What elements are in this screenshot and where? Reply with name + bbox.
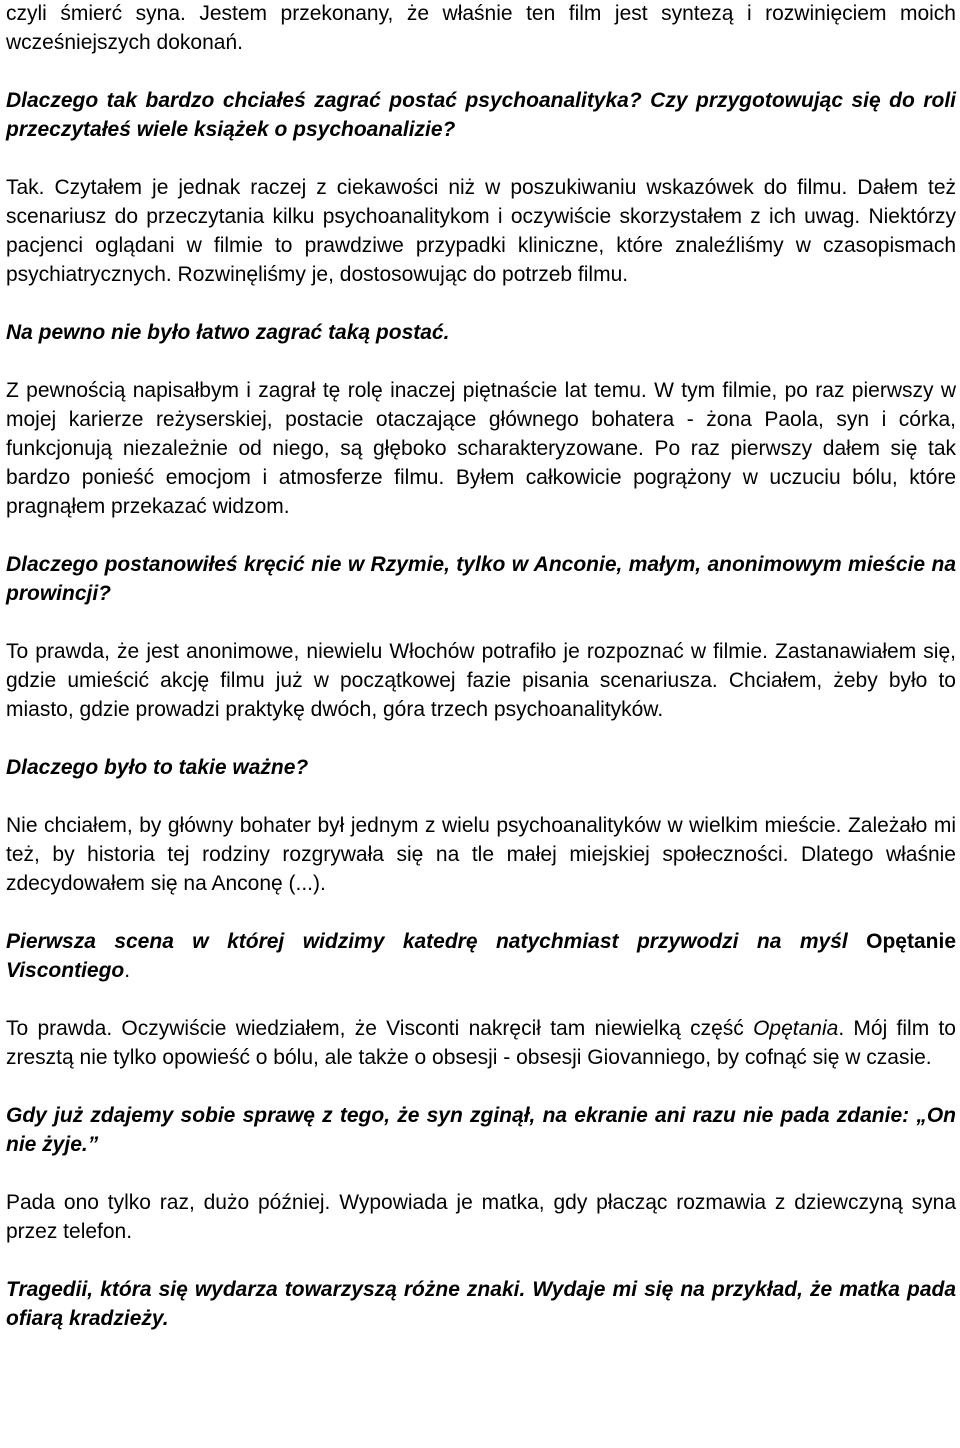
answer-paragraph: Pada ono tylko raz, dużo później. Wypowiada je matka, gdy płacząc rozmawia z dziewczyną syna przez telefon. — [6, 1191, 956, 1243]
answer-paragraph: To prawda, że jest anonimowe, niewielu Włochów potrafiło je rozpoznać w filmie. Zastanawiałem się, gdzie umieścić akcję filmu już w początkowej fazie pisania scenariusza. Chciałem, żeby było to miasto, gdzie prowadzi praktykę dwóch, góra trzech psychoanalityków. — [6, 640, 956, 721]
film-title: Opętania — [753, 1017, 839, 1040]
question-paragraph: Gdy już zdajemy sobie sprawę z tego, że syn zginął, na ekranie ani razu nie pada zdanie: „On nie żyje.” — [6, 1104, 956, 1156]
film-title: Opętanie — [866, 930, 956, 953]
director-name: Viscontiego — [6, 959, 125, 982]
answer-paragraph: Tak. Czytałem je jednak raczej z ciekawości niż w poszukiwaniu wskazówek do filmu. Dałem też scenariusz do przeczytania kilku psychoanalitykom i oczywiście skorzystałem z ich uwag. Niektórzy pacjenci oglądani w filmie to prawdziwe przypadki kliniczne, które znaleźliśmy w czasopismach psychiatrycznych. Rozwinęliśmy je, dostosowując do potrzeb filmu. — [6, 176, 956, 286]
answer-paragraph — [6, 1014, 956, 1072]
question-text: Pierwsza scena w której widzimy katedrę natychmiast przywodzi na myśl — [6, 930, 867, 953]
answer-paragraph: Nie chciałem, by główny bohater był jednym z wielu psychoanalityków w wielkim mieście. Zależało mi też, by historia tej rodziny rozgrywała się na tle małej miejskiej społeczności. Dlatego właśnie zdecydowałem się na Anconę (...). — [6, 814, 956, 895]
question-paragraph — [6, 927, 956, 985]
document-page — [6, 0, 956, 1362]
question-paragraph: Dlaczego było to takie ważne? — [6, 756, 309, 779]
answer-paragraph: Z pewnością napisałbym i zagrał tę rolę inaczej piętnaście lat temu. W tym filmie, po raz pierwszy w mojej karierze reżyserskiej, postacie otaczające głównego bohatera - żona Paola, syn i córka, funkcjonują niezależnie od niego, są głęboko scharakteryzowane. Po raz pierwszy dałem się tak bardzo ponieść emocjom i atmosferze filmu. Byłem całkowicie pogrążony w uczuciu bólu, które pragnąłem przekazać widzom. — [6, 379, 956, 518]
question-paragraph: Dlaczego tak bardzo chciałeś zagrać postać psychoanalityka? Czy przygotowując się do roli przeczytałeś wiele książek o psychoanalizie? — [6, 89, 956, 141]
answer-text: To prawda. Oczywiście wiedziałem, że Visconti nakręcił tam niewielką część — [6, 1017, 754, 1040]
answer-paragraph: czyli śmierć syna. Jestem przekonany, że właśnie ten film jest syntezą i rozwinięciem moich wcześniejszych dokonań. — [6, 2, 956, 54]
question-paragraph: Tragedii, która się wydarza towarzyszą różne znaki. Wydaje mi się na przykład, że matka pada ofiarą kradzieży. — [6, 1278, 956, 1330]
sentence-period: . — [124, 959, 131, 982]
answer-text: . Mój film to zresztą nie tylko opowieść o bólu, ale także o obsesji - obsesji Giovanniego, by cofnąć się w czasie. — [6, 1017, 956, 1069]
question-paragraph: Dlaczego postanowiłeś kręcić nie w Rzymie, tylko w Anconie, małym, anonimowym mieście na prowincji? — [6, 553, 956, 605]
question-paragraph: Na pewno nie było łatwo zagrać taką postać. — [6, 321, 450, 344]
